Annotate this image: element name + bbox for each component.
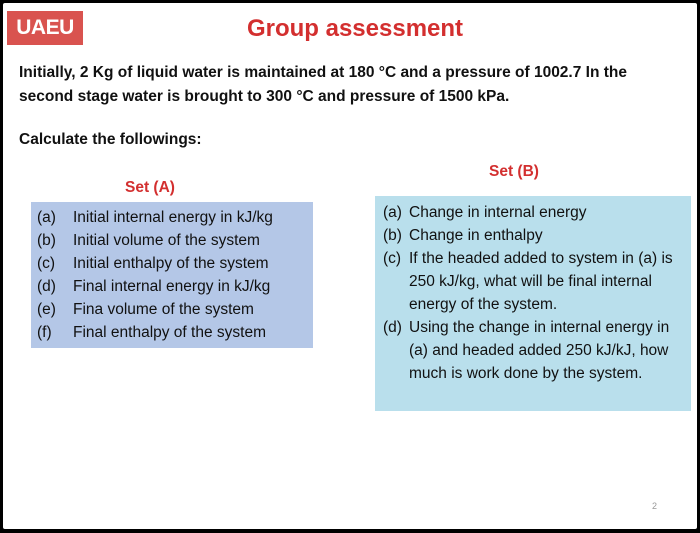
item-text: Initial enthalpy of the system: [73, 255, 269, 272]
item-letter: (a): [37, 209, 56, 226]
set-b-heading: Set (B): [489, 163, 539, 180]
item-letter: (c): [37, 255, 56, 272]
list-item: [37, 275, 307, 298]
problem-statement: Initially, 2 Kg of liquid water is maintained at 180 °C and a pressure of 1002.7 In the second stage water is brought to 300 °C and pressure of 1500 kPa.: [19, 64, 627, 105]
item-letter: (f): [37, 324, 52, 341]
item-letter: (b): [37, 232, 56, 249]
list-item: [383, 247, 683, 316]
item-text: Change in internal energy: [409, 204, 587, 221]
item-letter: (c): [383, 250, 402, 267]
item-text: Using the change in internal energy in (a) and headed added 250 kJ/kJ, how much is work done by the system.: [409, 319, 670, 382]
item-text: Final internal energy in kJ/kg: [73, 278, 271, 295]
page-number: 2: [651, 501, 657, 511]
item-text: Initial volume of the system: [73, 232, 260, 249]
item-text: Initial internal energy in kJ/kg: [73, 209, 273, 226]
list-item: [37, 321, 307, 344]
list-item: [37, 206, 307, 229]
calculate-heading: Calculate the followings:: [19, 131, 202, 148]
uaeu-logo: UAEU: [7, 11, 83, 45]
list-item: [383, 316, 683, 385]
list-item: [383, 224, 683, 247]
item-letter: (d): [37, 278, 56, 295]
list-item: [37, 229, 307, 252]
set-b-box: [375, 196, 691, 411]
item-letter: (d): [383, 319, 402, 336]
slide-title: Group assessment: [246, 15, 464, 42]
list-item: [37, 252, 307, 275]
item-text: Final enthalpy of the system: [73, 324, 266, 341]
set-a-box: [31, 202, 313, 348]
item-text: If the headed added to system in (a) is 250 kJ/kg, what will be final internal energy of the system.: [409, 250, 673, 313]
set-a-heading: Set (A): [125, 179, 175, 196]
slide: [3, 3, 697, 529]
item-text: Fina volume of the system: [73, 301, 254, 318]
item-letter: (b): [383, 227, 402, 244]
item-letter: (e): [37, 301, 56, 318]
list-item: [383, 201, 683, 224]
item-letter: (a): [383, 204, 402, 221]
list-item: [37, 298, 307, 321]
item-text: Change in enthalpy: [409, 227, 543, 244]
